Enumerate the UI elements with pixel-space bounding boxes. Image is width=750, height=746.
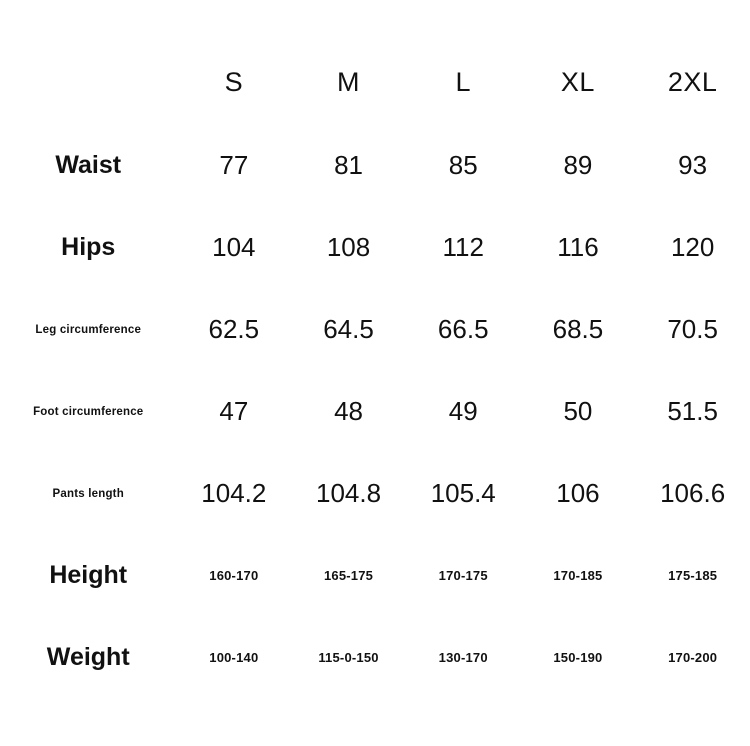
row-label-text: Height <box>49 560 128 589</box>
table-row-waist <box>0 124 750 206</box>
size-header-s: S <box>224 66 244 97</box>
cell-weight-l: 130-170 <box>438 649 488 665</box>
row-label-text: Leg circumference <box>35 324 142 336</box>
bottom-spacer <box>0 698 750 746</box>
row-label-hips <box>0 206 176 288</box>
corner-cell <box>0 40 176 124</box>
row-label-text: Pants length <box>52 488 124 500</box>
table-row-foot-circumference <box>0 370 750 452</box>
cell-pants-length-m: 104.8 <box>315 477 382 508</box>
size-header-2xl: 2XL <box>667 66 718 97</box>
size-header-xl: XL <box>560 66 595 97</box>
cell-pants-length-l: 105.4 <box>430 477 496 508</box>
size-header-l: L <box>455 66 471 97</box>
cell-waist-m: 81 <box>334 149 363 180</box>
size-chart-table <box>0 40 750 698</box>
cell-pants-length-xl: 106 <box>556 477 600 508</box>
cell-waist-l: 85 <box>448 149 478 180</box>
row-label-foot-circumference <box>0 370 176 452</box>
cell-foot-circumference-2xl: 51.5 <box>667 395 718 426</box>
table-row-leg-circumference <box>0 288 750 370</box>
row-label-text: Foot circumference <box>33 406 144 418</box>
cell-leg-circumference-l: 66.5 <box>437 313 489 344</box>
row-label-height <box>0 534 176 616</box>
table-row-weight <box>0 616 750 698</box>
table-row-height <box>0 534 750 616</box>
row-label-text: Weight <box>46 642 130 671</box>
cell-weight-s: 100-140 <box>209 649 259 665</box>
cell-height-xl: 170-185 <box>553 567 603 583</box>
cell-foot-circumference-m: 48 <box>334 395 363 426</box>
top-spacer <box>0 0 750 40</box>
cell-foot-circumference-xl: 50 <box>563 395 593 426</box>
cell-leg-circumference-m: 64.5 <box>323 313 374 344</box>
size-chart-body <box>0 40 750 698</box>
table-row-pants-length <box>0 452 750 534</box>
cell-hips-s: 104 <box>212 231 256 262</box>
cell-height-2xl: 175-185 <box>668 567 718 583</box>
cell-height-l: 170-175 <box>438 567 488 583</box>
cell-leg-circumference-s: 62.5 <box>208 313 260 344</box>
row-label-text: Hips <box>61 232 116 261</box>
cell-height-m: 165-175 <box>323 567 374 583</box>
size-header-m: M <box>337 66 361 97</box>
cell-waist-2xl: 93 <box>678 149 708 180</box>
row-label-leg-circumference <box>0 288 176 370</box>
cell-pants-length-2xl: 106.6 <box>660 477 726 508</box>
cell-leg-circumference-2xl: 70.5 <box>667 313 718 344</box>
row-label-text: Waist <box>55 150 122 179</box>
row-label-pants-length <box>0 452 176 534</box>
cell-pants-length-s: 104.2 <box>201 477 267 508</box>
cell-height-s: 160-170 <box>209 567 259 583</box>
size-header-row <box>0 40 750 124</box>
cell-leg-circumference-xl: 68.5 <box>552 313 604 344</box>
cell-hips-xl: 116 <box>557 231 599 262</box>
table-row-hips <box>0 206 750 288</box>
cell-waist-xl: 89 <box>563 149 593 180</box>
cell-weight-m: 115-0-150 <box>318 649 379 665</box>
cell-hips-l: 112 <box>442 231 484 262</box>
row-label-waist <box>0 124 176 206</box>
row-label-weight <box>0 616 176 698</box>
cell-foot-circumference-s: 47 <box>219 395 249 426</box>
cell-waist-s: 77 <box>219 149 249 180</box>
cell-weight-2xl: 170-200 <box>668 649 718 665</box>
cell-weight-xl: 150-190 <box>553 649 603 665</box>
cell-foot-circumference-l: 49 <box>448 395 478 426</box>
cell-hips-m: 108 <box>326 231 371 262</box>
cell-hips-2xl: 120 <box>670 231 715 262</box>
